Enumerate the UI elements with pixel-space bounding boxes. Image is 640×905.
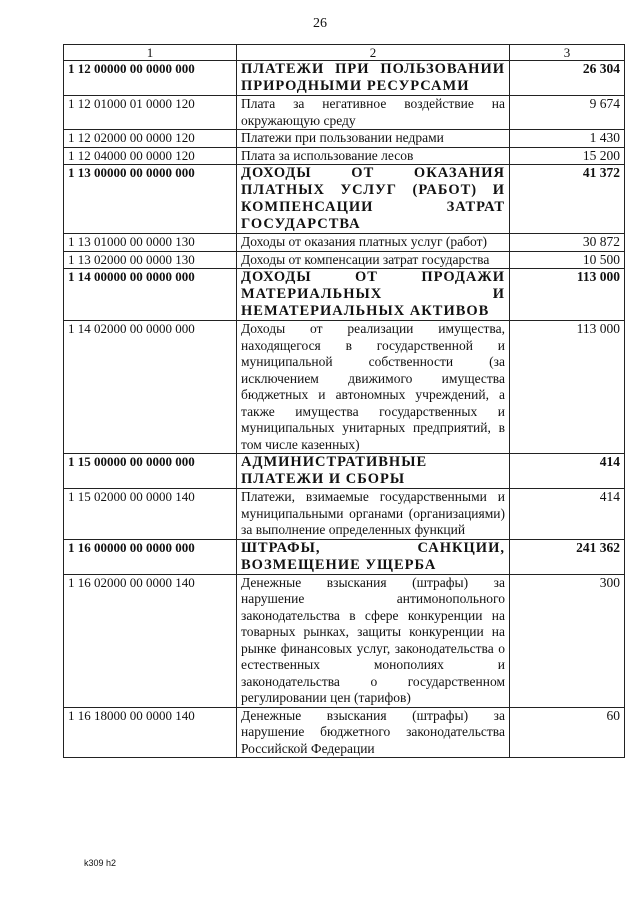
column-header-1: 1 xyxy=(64,45,237,61)
cell-code: 1 16 18000 00 0000 140 xyxy=(64,707,237,758)
cell-amount: 300 xyxy=(510,574,625,707)
table-row-section xyxy=(64,269,625,321)
table-row xyxy=(64,96,625,130)
table-row xyxy=(64,234,625,252)
table-row-section xyxy=(64,61,625,96)
cell-code: 1 12 02000 00 0000 120 xyxy=(64,130,237,148)
cell-amount: 414 xyxy=(510,489,625,540)
cell-code: 1 13 02000 00 0000 130 xyxy=(64,251,237,269)
cell-name: Денежные взыскания (штрафы) за нарушение антимонопольного законодательства в сфере конкуренции на товарных рынках, защиты конкуренции на рынке финансовых услуг, законодательства о естественных монополиях и законодательства о государственном регулировании цен (тарифов) xyxy=(237,574,510,707)
table-row-section xyxy=(64,454,625,489)
cell-amount: 113 000 xyxy=(510,269,625,321)
cell-amount: 1 430 xyxy=(510,130,625,148)
cell-amount: 41 372 xyxy=(510,165,625,234)
cell-amount: 26 304 xyxy=(510,61,625,96)
cell-code: 1 12 04000 00 0000 120 xyxy=(64,147,237,165)
cell-name: Плата за негативное воздействие на окружающую среду xyxy=(237,96,510,130)
cell-amount: 9 674 xyxy=(510,96,625,130)
cell-code: 1 16 00000 00 0000 000 xyxy=(64,539,237,574)
page-number: 26 xyxy=(313,16,327,31)
cell-code: 1 15 00000 00 0000 000 xyxy=(64,454,237,489)
cell-code: 1 16 02000 00 0000 140 xyxy=(64,574,237,707)
cell-name: ШТРАФЫ, САНКЦИИ, ВОЗМЕЩЕНИЕ УЩЕРБА xyxy=(237,539,510,574)
cell-name: Платежи при пользовании недрами xyxy=(237,130,510,148)
cell-code: 1 14 02000 00 0000 000 xyxy=(64,321,237,454)
table-row xyxy=(64,707,625,758)
cell-amount: 15 200 xyxy=(510,147,625,165)
footer-mark: k309 h2 xyxy=(84,858,117,868)
cell-name: Доходы от компенсации затрат государства xyxy=(237,251,510,269)
cell-name: Денежные взыскания (штрафы) за нарушение бюджетного законодательства Российской Федерации xyxy=(237,707,510,758)
table-row xyxy=(64,130,625,148)
column-header-2: 2 xyxy=(237,45,510,61)
column-header-3: 3 xyxy=(510,45,625,61)
table-row xyxy=(64,251,625,269)
cell-code: 1 12 00000 00 0000 000 xyxy=(64,61,237,96)
cell-code: 1 13 01000 00 0000 130 xyxy=(64,234,237,252)
table-row-section xyxy=(64,539,625,574)
table-row-section xyxy=(64,165,625,234)
cell-code: 1 12 01000 01 0000 120 xyxy=(64,96,237,130)
cell-name: ПЛАТЕЖИ ПРИ ПОЛЬЗОВАНИИ ПРИРОДНЫМИ РЕСУРСАМИ xyxy=(237,61,510,96)
cell-name: Платежи, взимаемые государственными и муниципальными органами (организациями) за выполнение определенных функций xyxy=(237,489,510,540)
table-row xyxy=(64,489,625,540)
cell-name: ДОХОДЫ ОТ ПРОДАЖИ МАТЕРИАЛЬНЫХ И НЕМАТЕРИАЛЬНЫХ АКТИВОВ xyxy=(237,269,510,321)
cell-amount: 241 362 xyxy=(510,539,625,574)
cell-amount: 10 500 xyxy=(510,251,625,269)
cell-amount: 113 000 xyxy=(510,321,625,454)
cell-amount: 414 xyxy=(510,454,625,489)
cell-amount: 60 xyxy=(510,707,625,758)
table-header-row xyxy=(64,45,625,61)
cell-code: 1 15 02000 00 0000 140 xyxy=(64,489,237,540)
cell-name: АДМИНИСТРАТИВНЫЕ ПЛАТЕЖИ И СБОРЫ xyxy=(237,454,510,489)
cell-name: ДОХОДЫ ОТ ОКАЗАНИЯ ПЛАТНЫХ УСЛУГ (РАБОТ) И КОМПЕНСАЦИИ ЗАТРАТ ГОСУДАРСТВА xyxy=(237,165,510,234)
table-row xyxy=(64,147,625,165)
cell-name: Плата за использование лесов xyxy=(237,147,510,165)
table-row xyxy=(64,574,625,707)
cell-code: 1 13 00000 00 0000 000 xyxy=(64,165,237,234)
budget-table xyxy=(63,44,625,758)
cell-name: Доходы от реализации имущества, находящегося в государственной и муниципальной собственности (за исключением движимого имущества бюджетных и автономных учреждений, а также имущества государственных и муниципальных унитарных предприятий, в том числе казенных) xyxy=(237,321,510,454)
table-row xyxy=(64,321,625,454)
cell-code: 1 14 00000 00 0000 000 xyxy=(64,269,237,321)
table-body xyxy=(64,61,625,758)
cell-name: Доходы от оказания платных услуг (работ) xyxy=(237,234,510,252)
cell-amount: 30 872 xyxy=(510,234,625,252)
